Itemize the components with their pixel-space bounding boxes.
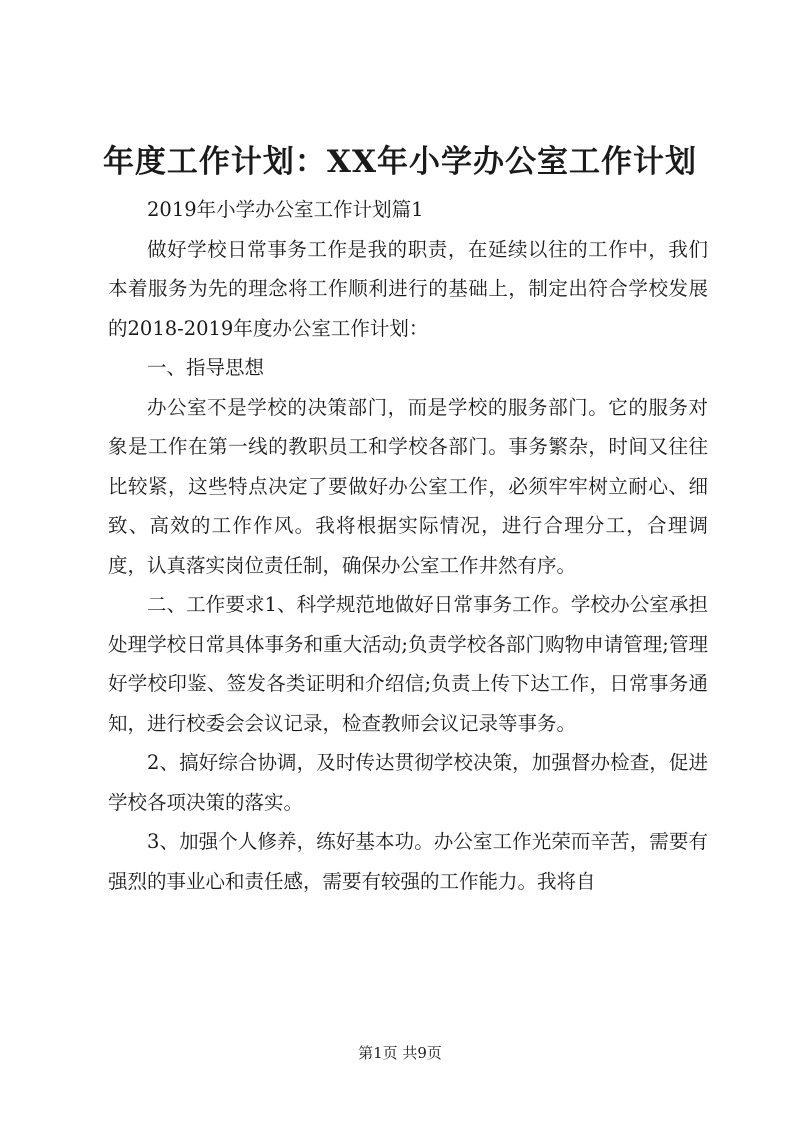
page-footer: 第1页 共9页 <box>358 1044 442 1062</box>
document-subtitle: 2019年小学办公室工作计划篇1 <box>147 198 424 221</box>
document-body <box>108 190 708 901</box>
paragraph-self-cultivation: 3、加强个人修养，练好基本功。办公室工作光荣而辛苦，需要有强烈的事业心和责任感，需要有较强的工作能力。我将自 <box>108 830 708 893</box>
paragraph-guiding-thought: 办公室不是学校的决策部门，而是学校的服务部门。它的服务对象是工作在第一线的教职员工和学校各部门。事务繁杂，时间又往往比较紧，这些特点决定了要做好办公室工作，必须牢牢树立耐心、细致、高效的工作作风。我将根据实际情况，进行合理分工，合理调度，认真落实岗位责任制，确保办公室工作井然有序。 <box>108 395 708 577</box>
section-heading-guiding-thought: 一、指导思想 <box>147 356 265 379</box>
document-title: 年度工作计划：XX年小学办公室工作计划 <box>102 144 698 180</box>
paragraph-work-requirements: 二、工作要求1、科学规范地做好日常事务工作。学校办公室承担处理学校日常具体事务和重大活动;负责学校各部门购物申请管理;管理好学校印鉴、签发各类证明和介绍信;负责上传下达工作，日常事务通知，进行校委会会议记录，检查教师会议记录等事务。 <box>108 593 708 735</box>
paragraph-intro: 做好学校日常事务工作是我的职责，在延续以往的工作中，我们本着服务为先的理念将工作顺利进行的基础上，制定出符合学校发展的2018-2019年度办公室工作计划： <box>108 237 708 340</box>
paragraph-coordination: 2、搞好综合协调，及时传达贯彻学校决策，加强督办检查，促进学校各项决策的落实。 <box>108 751 708 814</box>
